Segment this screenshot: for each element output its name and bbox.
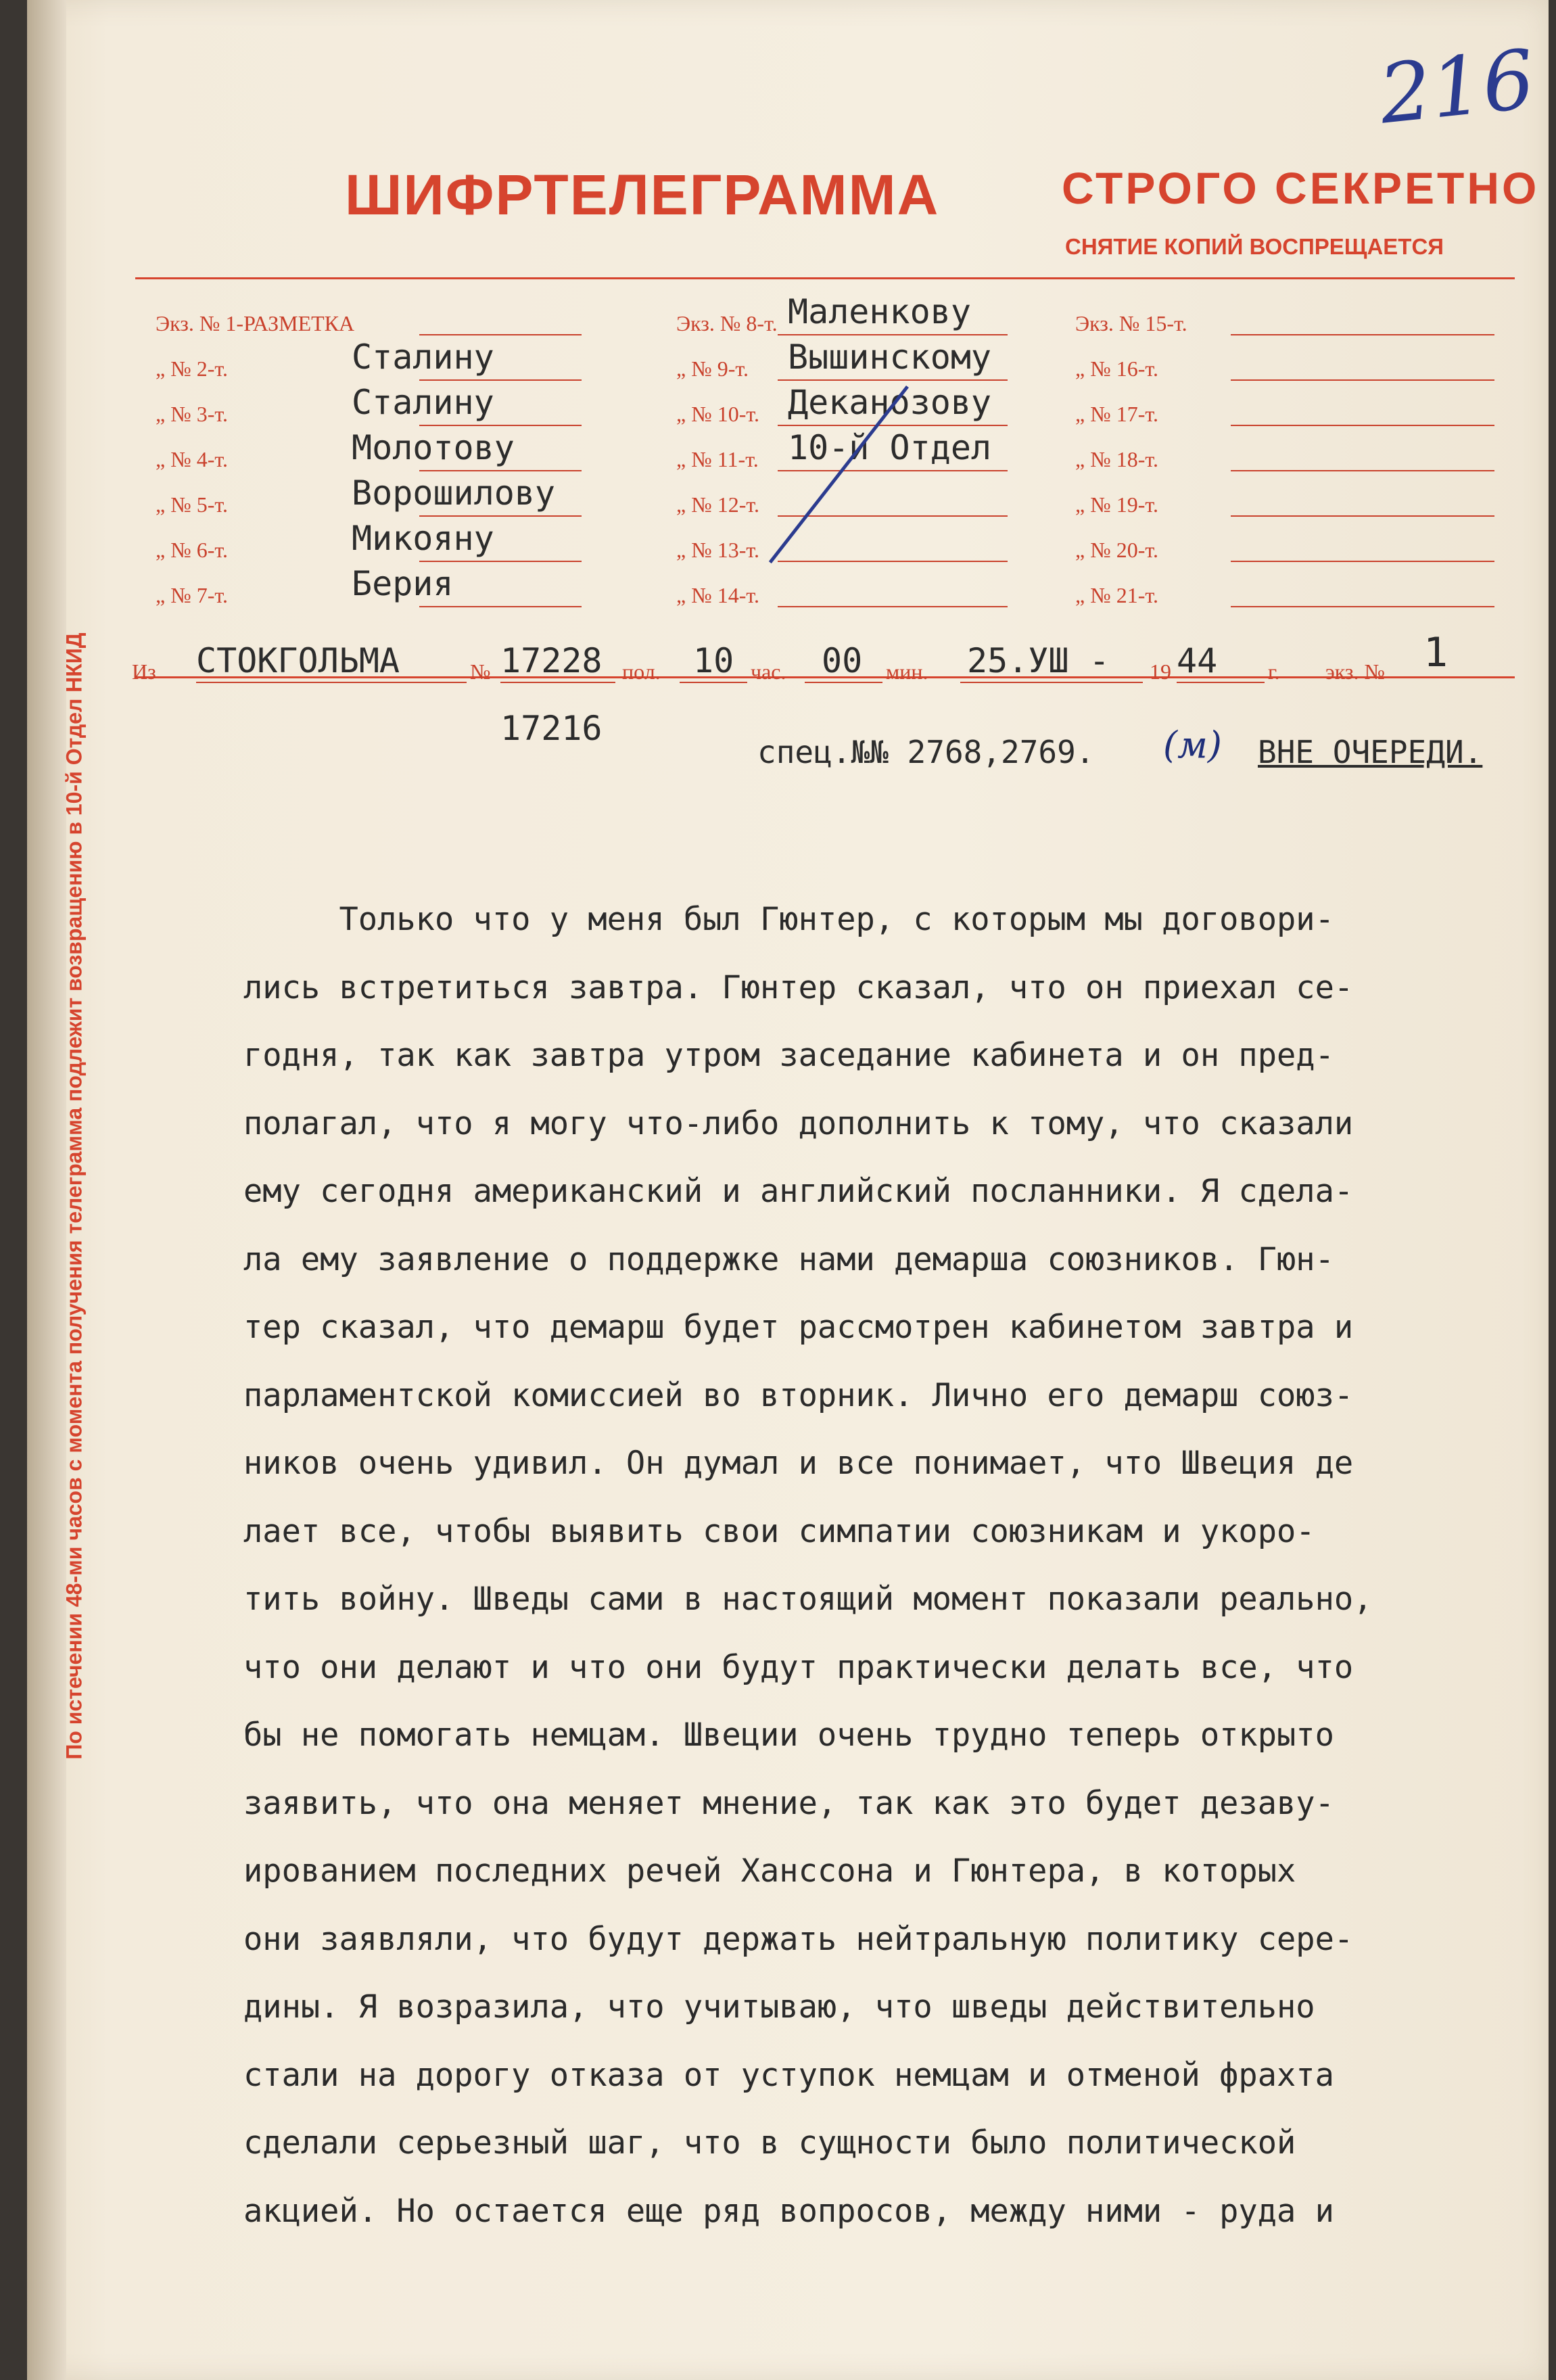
binding-edge	[27, 0, 66, 2380]
header-rule-top	[135, 277, 1515, 279]
archive-page-number: 216	[1375, 32, 1539, 143]
distribution-line	[778, 425, 1008, 426]
copy-restriction: СНЯТИЕ КОПИЙ ВОСПРЕЩАЕТСЯ	[1065, 234, 1444, 259]
minute-underline	[805, 682, 882, 683]
distribution-line	[778, 606, 1008, 607]
year-underline	[1177, 682, 1265, 683]
body-line: стали на дорогу отказа от уступок немцам и отменой фрахта	[243, 2056, 1334, 2094]
distribution-label: „ № 7-т.	[156, 583, 228, 607]
distribution-line	[419, 606, 582, 607]
distribution-line	[419, 425, 582, 426]
distribution-label: „ № 14-т.	[676, 583, 759, 607]
distribution-recipient: Берия	[352, 564, 454, 603]
distribution-label: „ № 5-т.	[156, 492, 228, 517]
distribution-line	[419, 515, 582, 517]
received-year: 44	[1177, 641, 1218, 680]
distribution-label: „ № 17-т.	[1075, 402, 1158, 426]
distribution-label: „ № 16-т.	[1075, 356, 1158, 381]
distribution-label: Экз. № 8-т.	[676, 311, 778, 335]
distribution-recipient: Вышинскому	[788, 337, 992, 377]
body-line: лись встретиться завтра. Гюнтер сказал, что он приехал се-	[243, 969, 1354, 1006]
distribution-label: „ № 11-т.	[676, 447, 759, 471]
distribution-label: „ № 3-т.	[156, 402, 228, 426]
distribution-label: „ № 20-т.	[1075, 538, 1158, 562]
distribution-line	[1231, 470, 1494, 471]
body-line: Только что у меня был Гюнтер, с которым мы договори-	[243, 901, 1334, 938]
hour-label: час.	[751, 659, 786, 684]
special-numbers: спец.№№ 2768,2769.	[757, 734, 1095, 770]
distribution-line	[419, 470, 582, 471]
received-hour: 10	[693, 641, 734, 680]
distribution-line	[1231, 334, 1494, 335]
distribution-label: „ № 13-т.	[676, 538, 759, 562]
telegram-body	[243, 886, 1555, 2245]
distribution-label: „ № 4-т.	[156, 447, 228, 471]
body-line: дины. Я возразила, что учитываю, что шведы действительно	[243, 1988, 1315, 2026]
distribution-line	[419, 334, 582, 335]
body-line: тер сказал, что демарш будет рассмотрен кабинетом завтра и	[243, 1309, 1354, 1346]
distribution-label: „ № 2-т.	[156, 356, 228, 381]
document-page	[27, 0, 1549, 2380]
body-line: ированием последних речей Ханссона и Гюнтера, в которых	[243, 1852, 1296, 1890]
distribution-label: Экз. № 1-РАЗМЕТКА	[156, 311, 355, 335]
year-label: г.	[1268, 659, 1280, 684]
distribution-recipient: Сталину	[352, 337, 494, 377]
classification-stamp: СТРОГО СЕКРЕТНО	[1062, 163, 1540, 213]
distribution-line	[778, 470, 1008, 471]
distribution-line	[778, 515, 1008, 517]
distribution-line	[419, 379, 582, 381]
distribution-recipient: Молотову	[352, 428, 515, 467]
distribution-line	[778, 379, 1008, 381]
received-date: 25.УШ -	[967, 641, 1110, 680]
distribution-label: „ № 18-т.	[1075, 447, 1158, 471]
distribution-line	[419, 561, 582, 562]
received-minute: 00	[822, 641, 863, 680]
body-line: что они делают и что они будут практически делать все, что	[243, 1648, 1354, 1686]
body-line: тить войну. Шведы сами в настоящий момент показали реально,	[243, 1581, 1373, 1618]
distribution-label: „ № 12-т.	[676, 492, 759, 517]
body-line: акцией. Но остается еще ряд вопросов, между ними - руда и	[243, 2192, 1334, 2230]
year-prefix: 19	[1150, 659, 1171, 684]
distribution-label: „ № 19-т.	[1075, 492, 1158, 517]
body-line: парламентской комиссией во вторник. Лично его демарш союз-	[243, 1376, 1354, 1414]
body-line: ла ему заявление о поддержке нами демарша союзников. Гюн-	[243, 1240, 1334, 1278]
body-line: лает все, чтобы выявить свои симпатии союзникам и укоро-	[243, 1512, 1315, 1550]
distribution-line	[1231, 379, 1494, 381]
handwritten-mark: (м)	[1163, 724, 1222, 766]
telegram-number: 17228	[500, 641, 603, 680]
minute-label: мин.	[886, 659, 928, 684]
body-line: ему сегодня американский и английский посланники. Я сдела-	[243, 1173, 1354, 1210]
number-label: №	[470, 659, 491, 684]
copy-label: экз. №	[1325, 659, 1386, 684]
distribution-label: Экз. № 15-т.	[1075, 311, 1187, 335]
received-label: пол.	[622, 659, 661, 684]
distribution-label: „ № 10-т.	[676, 402, 759, 426]
distribution-label: „ № 9-т.	[676, 356, 749, 381]
distribution-recipient: Сталину	[352, 383, 494, 422]
document-title: ШИФРТЕЛЕГРАММА	[345, 163, 940, 227]
distribution-recipient: Деканозову	[788, 383, 992, 422]
distribution-recipient: Ворошилову	[352, 473, 556, 513]
distribution-line	[1231, 561, 1494, 562]
body-line: бы не помогать немцам. Швеции очень трудно теперь открыто	[243, 1717, 1334, 1754]
from-label: Из	[132, 659, 156, 684]
body-line: ников очень удивил. Он думал и все понимает, что Швеция де	[243, 1445, 1354, 1482]
copy-number: 1	[1423, 629, 1448, 676]
distribution-line	[1231, 606, 1494, 607]
body-line: сделали серьезный шаг, что в сущности было политической	[243, 2124, 1296, 2162]
distribution-line	[1231, 515, 1494, 517]
priority-marker: ВНЕ ОЧЕРЕДИ.	[1258, 734, 1483, 770]
body-line: заявить, что она меняет мнение, так как это будет дезаву-	[243, 1784, 1334, 1822]
return-notice-vertical: По истечении 48-ми часов с момента получения телеграмма подлежит возвращению в 10-й Отдел НКИД	[62, 632, 87, 1760]
distribution-recipient: 10-й Отдел	[788, 428, 992, 467]
body-line: полагал, что я могу что-либо дополнить к тому, что сказали	[243, 1104, 1354, 1142]
distribution-recipient: Маленкову	[788, 292, 971, 331]
hour-underline	[680, 682, 747, 683]
distribution-line	[1231, 425, 1494, 426]
body-line: годня, так как завтра утром заседание кабинета и он пред-	[243, 1037, 1334, 1074]
body-line: они заявляли, что будут держать нейтральную политику сере-	[243, 1920, 1354, 1958]
city-underline	[196, 682, 467, 683]
distribution-label: „ № 21-т.	[1075, 583, 1158, 607]
second-telegram-number: 17216	[500, 709, 603, 748]
number-underline	[500, 682, 615, 683]
date-underline	[960, 682, 1143, 683]
distribution-label: „ № 6-т.	[156, 538, 228, 562]
distribution-line	[778, 334, 1008, 335]
origin-city: СТОКГОЛЬМА	[196, 641, 400, 680]
distribution-recipient: Микояну	[352, 519, 494, 558]
distribution-line	[778, 561, 1008, 562]
